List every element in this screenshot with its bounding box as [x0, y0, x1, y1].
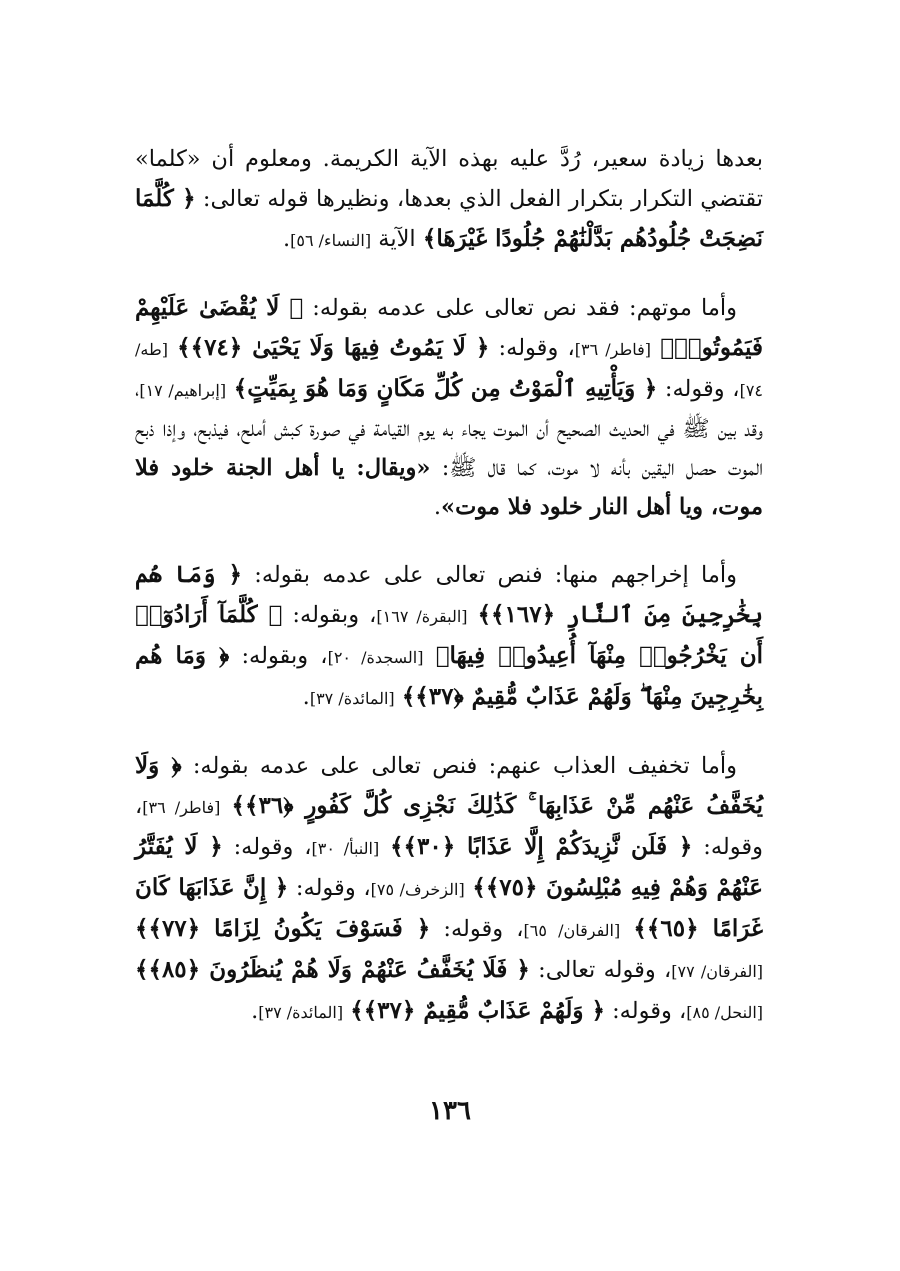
quran-verse: ﴿ وَمَا هُم بِخَٰرِجِينَ مِنَ ٱلنَّارِ ﴿١٦٧﴾﴾	[135, 561, 764, 628]
verse-reference: [الفرقان/ ٧٧]	[671, 962, 764, 981]
verse-reference: [المائدة/ ٣٧]	[309, 689, 395, 708]
verse-reference: [الفرقان/ ٦٥]	[523, 921, 621, 940]
page-body	[135, 140, 763, 1060]
verse-reference: [البقرة/ ١٦٧]	[376, 607, 468, 626]
body-text: .	[251, 998, 259, 1024]
quran-verse: ﴿ كُلَّمَا نَضِجَتْ جُلُودُهُم بَدَّلْنَٰهُمْ جُلُودًا غَيْرَهَا﴾	[135, 185, 763, 252]
body-text: بعدها زيادة سعير، رُدَّ عليه بهذه الآية الكريمة. ومعلوم أن «كلما» تقتضي التكرار بتكرار الفعل الذي بعدها، ونظيرها قوله تعالى:	[135, 146, 763, 212]
body-text: ، وبقوله:	[282, 602, 377, 628]
body-text: .	[302, 684, 310, 710]
quran-verse: ﴿ فَلَن نَّزِيدَكُمْ إِلَّا عَذَابًا ﴿٣٠﴾﴾	[390, 833, 693, 860]
hadith-quote: «ويقال: يا أهل الجنة خلود فلا موت، ويا أهل النار خلود فلا موت»	[135, 455, 763, 520]
verse-reference: [المائدة/ ٣٧]	[258, 1003, 344, 1022]
page-number: ١٣٦	[429, 1096, 471, 1126]
body-text	[226, 376, 234, 402]
verse-reference: [النساء/ ٥٦]	[290, 231, 372, 250]
quran-verse: ﴿ لَا يَمُوتُ فِيهَا وَلَا يَحْيَىٰ ﴿٧٤﴾﴾	[177, 334, 490, 361]
paragraph	[135, 288, 763, 527]
verse-reference: [فاطر/ ٣٦]	[142, 798, 221, 817]
body-text	[620, 916, 633, 942]
body-text	[651, 335, 660, 361]
body-text: ، وقوله:	[430, 916, 524, 942]
quran-verse: ﴿ كُلَّمَآ أَرَادُوٓا۟ أَن يَخْرُجُوا۟ مِنْهَآ أُعِيدُوا۟ فِيهَا﴾	[135, 601, 764, 669]
verse-reference: [النبأ/ ٣٠]	[311, 839, 380, 858]
body-text: ، وقوله:	[135, 793, 763, 860]
body-text: ، وقوله تعالى:	[529, 957, 672, 983]
verse-reference: [النحل/ ٨٥]	[686, 1003, 763, 1022]
body-text	[395, 684, 402, 710]
quran-verse: ﴿ لَا يُفَتَّرُ عَنْهُمْ وَهُمْ فِيهِ مُبْلِسُونَ ﴿٧٥﴾﴾	[135, 833, 764, 901]
body-text	[220, 793, 231, 819]
body-text: وأما تخفيف العذاب عنهم: فنص تعالى على عدمه بقوله:	[181, 753, 737, 779]
body-text: الآية	[371, 226, 423, 252]
quran-verse: ﴿ وَلَهُمْ عَذَابٌ مُّقِيمٌ ﴿٣٧﴾﴾	[350, 997, 605, 1024]
body-text: ، وبقوله:	[229, 643, 328, 669]
body-text	[468, 602, 478, 628]
verse-reference: [إبراهيم/ ١٧]	[139, 381, 227, 400]
body-text: ، وقوله:	[604, 998, 687, 1024]
body-text: .	[282, 226, 291, 252]
body-text	[424, 643, 436, 669]
quran-verse: ﴿ وَلَا يُخَفَّفُ عَنْهُم مِّنْ عَذَابِهَا ۚ كَذَٰلِكَ نَجْزِى كُلَّ كَفُورٍ ﴿٣٦﴾﴾	[135, 752, 764, 819]
body-text: .	[433, 494, 442, 520]
body-text: وأما إخراجهم منها: فنص تعالى على عدمه بقوله:	[242, 562, 738, 588]
body-text: ، وقوله:	[657, 376, 740, 402]
quran-verse: ﴿ لَا يُقْضَىٰ عَلَيْهِمْ فَيَمُوتُوا۟﴾	[135, 294, 763, 361]
paragraph	[135, 555, 763, 718]
body-text: ، وقوله:	[222, 834, 312, 860]
verse-reference: [السجدة/ ٢٠]	[327, 648, 424, 667]
body-text: ، وقوله:	[489, 335, 575, 361]
quran-verse: ﴿ فَلَا يُخَفَّفُ عَنْهُمْ وَلَا هُمْ يُنظَرُونَ ﴿٨٥﴾﴾	[135, 956, 530, 983]
paragraph	[135, 746, 763, 1032]
quran-verse: ﴿ وَيَأْتِيهِ ٱلْمَوْتُ مِن كُلِّ مَكَانٍ وَمَا هُوَ بِمَيِّتٍ﴾	[233, 375, 658, 402]
body-text	[379, 834, 390, 860]
body-text: ، وقد بين ﷺ في الحديث الصحيح أن الموت يجاء به يوم القيامة في صورة كبش أملح، فيذبح، وإذا ذبح الموت حصل اليقين بأنه لا موت، كما قال ﷺ:	[135, 376, 764, 481]
body-text: ، وقوله:	[288, 875, 371, 901]
paragraph	[135, 140, 763, 260]
verse-reference: [الزخرف/ ٧٥]	[370, 880, 465, 899]
verse-reference: [فاطر/ ٣٦]	[574, 340, 652, 359]
body-text	[168, 335, 177, 361]
quran-verse: ﴿ وَمَا هُم بِخَٰرِجِينَ مِنْهَا ۖ وَلَهُمْ عَذَابٌ مُّقِيمٌ ﴿٣٧﴾﴾	[135, 642, 763, 710]
quran-verse: ﴿ فَسَوْفَ يَكُونُ لِزَامًا ﴿٧٧﴾﴾	[135, 915, 431, 942]
verse-reference: [طه/ ٧٤]	[135, 340, 763, 400]
body-text: وأما موتهم: فقد نص تعالى على عدمه بقوله:	[303, 295, 737, 321]
quran-verse: ﴿ إِنَّ عَذَابَهَا كَانَ غَرَامًا ﴿٦٥﴾﴾	[135, 874, 764, 942]
